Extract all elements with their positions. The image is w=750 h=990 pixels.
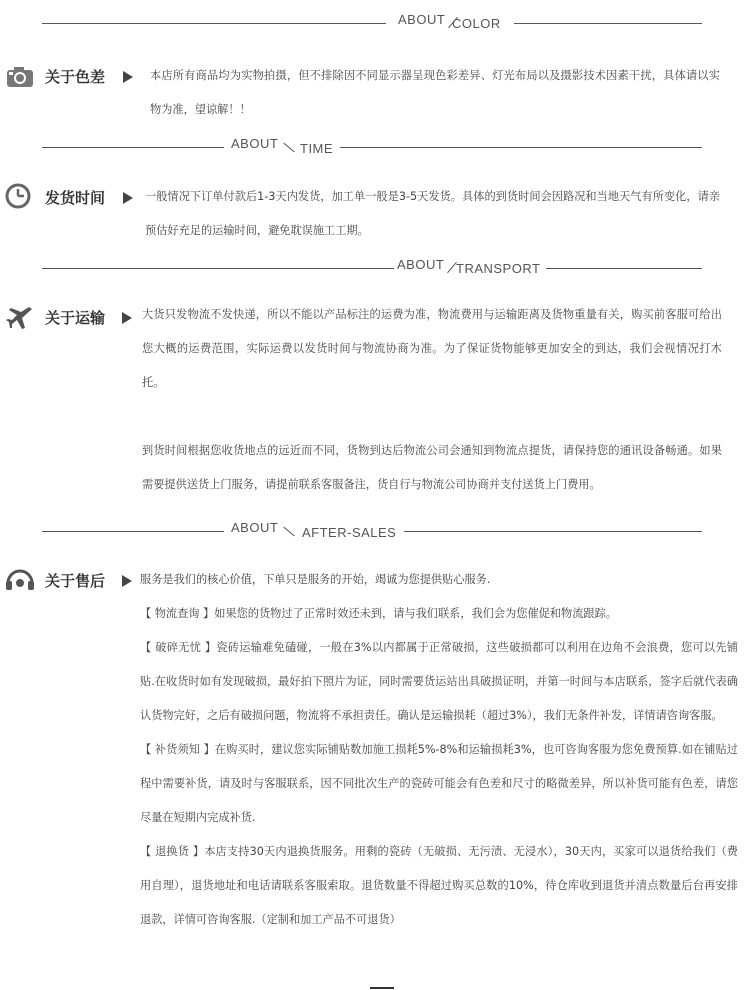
airplane-icon — [5, 303, 35, 333]
divider-topic-label: TIME — [300, 141, 334, 156]
transport-paragraph — [142, 298, 722, 502]
after-sales-section-header — [5, 566, 145, 596]
divider-about-label: ABOUT — [397, 257, 445, 272]
divider-topic-label: TRANSPORT — [456, 261, 541, 276]
paragraph-text: 本店所有商品均为实物拍摄，但不排除因不同显示器呈现色彩差异、灯光布局以及摄影技术因素干扰，具体请以实物为准，望谅解！！ — [150, 69, 720, 116]
color-section-header — [5, 62, 145, 92]
after-sales-divider — [42, 520, 702, 544]
section-title: 关于售后 — [45, 572, 106, 590]
divider-about-label: ABOUT — [231, 136, 279, 151]
time-section-header — [5, 183, 145, 213]
paragraph-text: 【 退换货 】本店支持30天内退换货服务。用剩的瓷砖（无破损、无污渍、无浸水），30天内，买家可以退货给我们（费用自理），退货地址和电话请联系客服索取。退货数量不得超过购买总数的10%，待仓库收到退货并清点数量后台再安排退款，详情可咨询客服.（定制和加工产品不可退货） — [140, 845, 738, 926]
after-sales-paragraph — [140, 563, 738, 937]
divider-about-label: ABOUT — [231, 520, 279, 535]
time-divider — [42, 136, 702, 160]
paragraph-text: 一般情况下订单付款后1-3天内发货，加工单一般是3-5天发货。具体的到货时间会因路况和当地天气有所变化，请亲预估好充足的运输时间，避免耽误施工工期。 — [145, 190, 720, 237]
transport-divider — [42, 257, 702, 281]
transport-section-header — [5, 303, 145, 333]
arrow-icon — [122, 575, 132, 587]
time-paragraph — [145, 180, 720, 248]
arrow-icon — [122, 312, 132, 324]
arrow-icon — [123, 71, 133, 83]
paragraph-text: 服务是我们的核心价值，下单只是服务的开始，竭诚为您提供贴心服务. — [140, 573, 491, 586]
paragraph-text: 【 物流查询 】如果您的货物过了正常时效还未到，请与我们联系，我们会为您催促和物流跟踪。 — [140, 607, 617, 620]
arrow-icon — [123, 192, 133, 204]
color-divider — [42, 12, 702, 36]
paragraph-text: 到货时间根据您收货地点的远近而不同，货物到达后物流公司会通知到物流点提货，请保持您的通讯设备畅通。如果需要提供送货上门服务，请提前联系客服备注，货自行与物流公司协商并支付送货上门费用。 — [142, 444, 722, 491]
color-paragraph — [150, 59, 720, 127]
camera-icon — [5, 62, 35, 92]
clock-icon — [5, 183, 35, 213]
divider-topic-label: AFTER-SALES — [302, 525, 397, 540]
headset-icon — [5, 566, 35, 596]
section-title: 关于运输 — [45, 309, 106, 327]
divider-topic-label: COLOR — [452, 16, 501, 31]
section-title: 关于色差 — [45, 68, 106, 86]
page-end-mark — [370, 987, 394, 989]
paragraph-text: 【 补货须知 】在购买时，建议您实际铺贴数加施工损耗5%-8%和运输损耗3%，也可咨询客服为您免费预算.如在铺贴过程中需要补货，请及时与客服联系，因不同批次生产的瓷砖可能会有色差和尺寸的略微差异，所以补货可能有色差，请您尽量在短期内完成补货. — [140, 743, 738, 824]
divider-about-label: ABOUT — [398, 12, 446, 27]
paragraph-text: 大货只发物流不发快递，所以不能以产品标注的运费为准，物流费用与运输距离及货物重量有关，购买前客服可给出您大概的运费范围，实际运费以发货时间与物流协商为准。为了保证货物能够更加安全的到达，我们会视情况打木托。 — [142, 308, 722, 389]
paragraph-text: 【 破碎无忧 】瓷砖运输难免磕碰，一般在3%以内都属于正常破损，这些破损都可以利用在边角不会浪费，您可以先铺贴.在收货时如有发现破损，最好拍下照片为证，同时需要货运站出具破损证明，并第一时间与本店联系，签字后就代表确认货物完好，之后有破损问题，物流将不承担责任。确认是运输损耗（超过3%），我们无条件补发，详情请咨询客服。 — [140, 641, 738, 722]
section-title: 发货时间 — [45, 189, 106, 207]
